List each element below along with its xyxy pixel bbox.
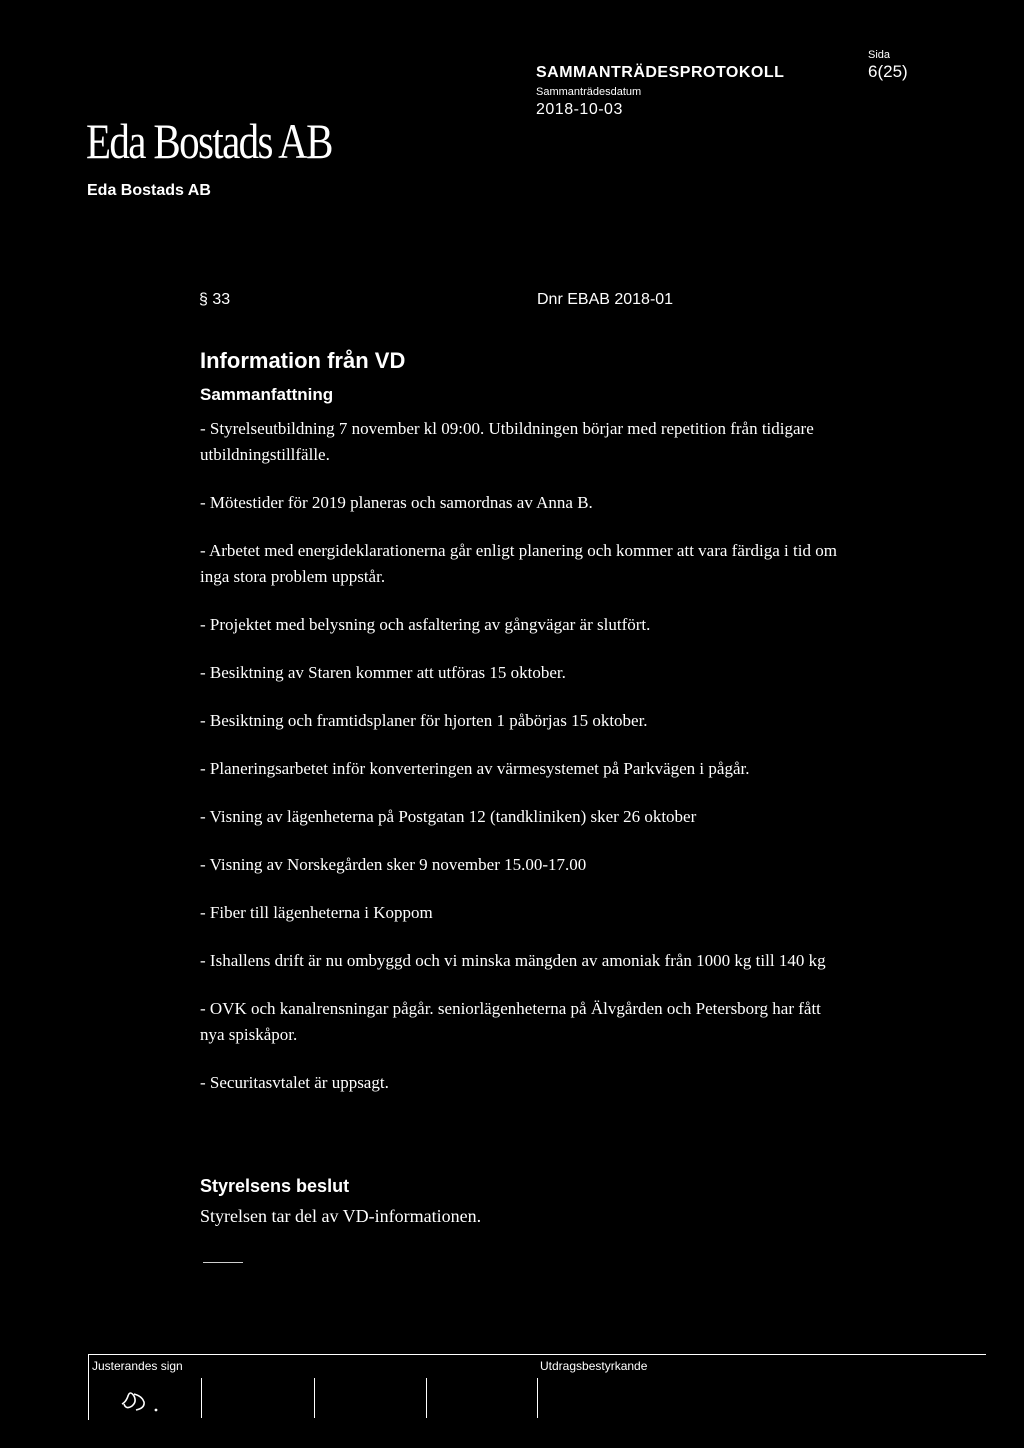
justerandes-sign-label: Justerandes sign bbox=[92, 1359, 183, 1373]
signature-box-border bbox=[88, 1354, 89, 1420]
section-number: § 33 bbox=[199, 291, 231, 308]
list-item: - Arbetet med energideklarationerna går enligt planering och kommer att vara färdiga i tid om inga stora problem uppstår. bbox=[200, 541, 837, 586]
list-item: - Mötestider för 2019 planeras och samordnas av Anna B. bbox=[200, 493, 593, 512]
section-heading: Information från VD bbox=[200, 348, 406, 373]
list-item: - Projektet med belysning och asfaltering av gångvägar är slutfört. bbox=[200, 615, 651, 634]
protocol-title: SAMMANTRÄDESPROTOKOLL bbox=[536, 64, 785, 81]
diary-number: Dnr EBAB 2018-01 bbox=[537, 291, 674, 308]
list-item: - Besiktning av Staren kommer att utföras 15 oktober. bbox=[200, 663, 566, 682]
list-item: - Visning av Norskegården sker 9 november 15.00-17.00 bbox=[200, 855, 587, 874]
decision-text: Styrelsen tar del av VD-informationen. bbox=[200, 1206, 482, 1226]
signature-box-divider bbox=[201, 1378, 202, 1418]
list-item: - Besiktning och framtidsplaner för hjorten 1 påbörjas 15 oktober. bbox=[200, 711, 648, 730]
signature-box-divider bbox=[314, 1378, 315, 1418]
footer-rule bbox=[88, 1354, 986, 1355]
summary-heading: Sammanfattning bbox=[200, 385, 334, 404]
list-item: - Visning av lägenheterna på Postgatan 12 (tandkliniken) sker 26 oktober bbox=[200, 807, 697, 826]
list-item: - OVK och kanalrensningar pågår. seniorlägenheterna på Älvgården och Petersborg har fått nya spiskåpor. bbox=[200, 999, 821, 1044]
meeting-date: 2018-10-03 bbox=[536, 101, 623, 118]
utdragsbestyrkande-label: Utdragsbestyrkande bbox=[540, 1359, 648, 1373]
organization-name: Eda Bostads AB bbox=[87, 182, 211, 199]
company-logo: Eda Bostads AB bbox=[86, 113, 332, 169]
list-item: - Fiber till lägenheterna i Koppom bbox=[200, 903, 433, 922]
meeting-date-label: Sammanträdesdatum bbox=[536, 86, 642, 98]
signature-box-divider bbox=[537, 1378, 538, 1418]
summary-list bbox=[200, 416, 840, 1096]
page-label: Sida bbox=[868, 49, 891, 61]
signature-box-divider bbox=[426, 1378, 427, 1418]
list-item: - Ishallens drift är nu ombyggd och vi minska mängden av amoniak från 1000 kg till 140 kg bbox=[200, 951, 826, 970]
list-item: - Planeringsarbetet inför konverteringen av värmesystemet på Parkvägen i pågår. bbox=[200, 759, 750, 778]
signature-initials bbox=[112, 1386, 182, 1416]
page-number: 6(25) bbox=[868, 62, 908, 81]
list-item: - Styrelseutbildning 7 november kl 09:00. Utbildningen börjar med repetition från tidigare utbildningstillfälle. bbox=[200, 419, 814, 464]
list-item: - Securitasvtalet är uppsagt. bbox=[200, 1073, 389, 1092]
decision-heading: Styrelsens beslut bbox=[200, 1176, 350, 1196]
divider bbox=[203, 1262, 243, 1263]
